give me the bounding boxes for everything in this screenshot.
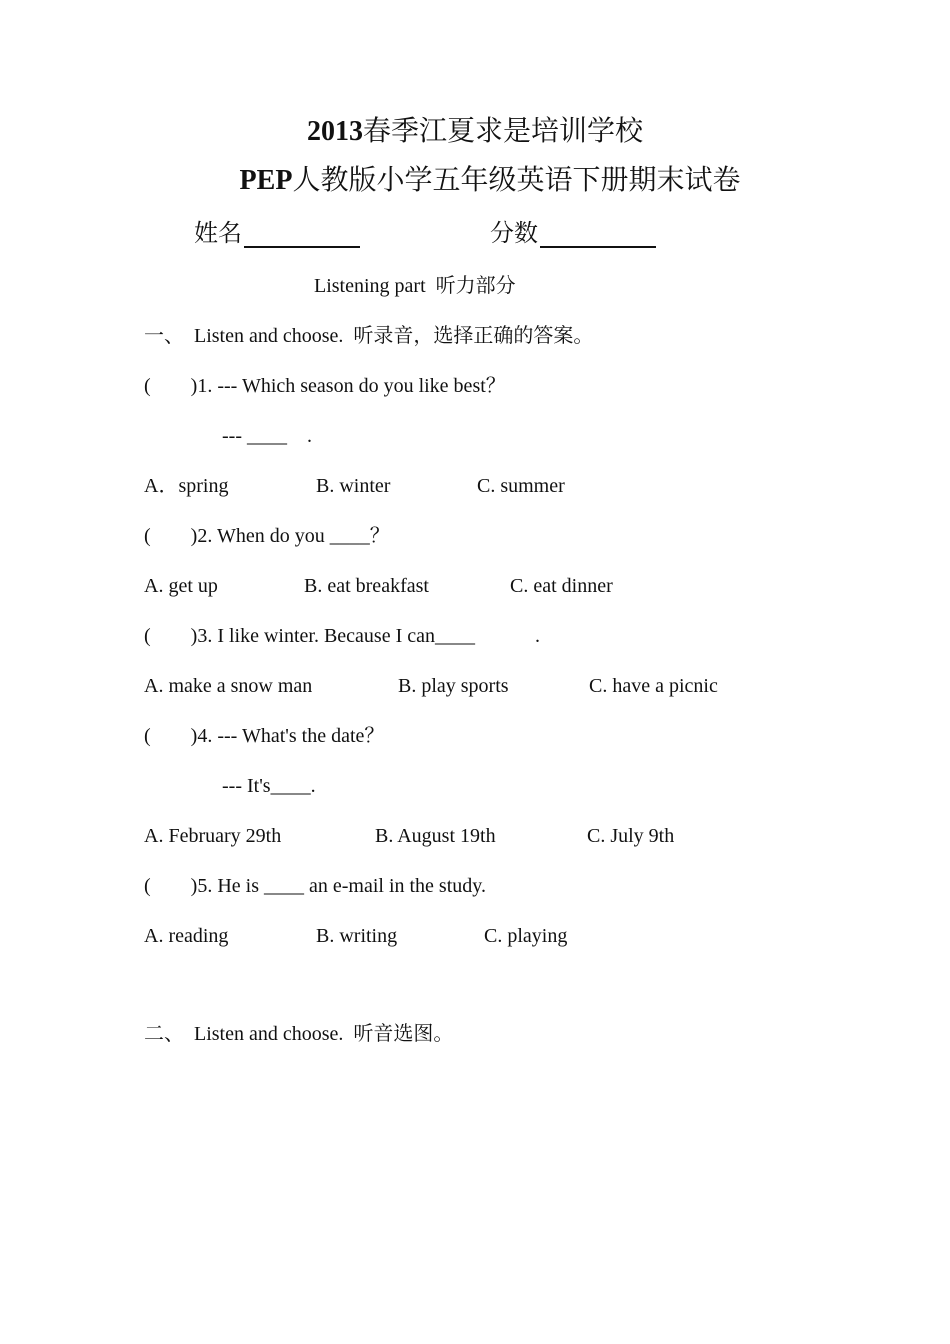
- q2-option-c: C. eat dinner: [510, 575, 613, 597]
- q3-option-a: A. make a snow man: [144, 675, 313, 697]
- question-4-answer-line: --- It's____.: [222, 775, 316, 797]
- question-5: ( )5. He is ____ an e-mail in the study.: [144, 875, 486, 897]
- part1-heading: 一、 Listen and choose. 听录音，选择正确的答案。: [144, 325, 594, 347]
- question-4: ( )4. --- What's the date？: [144, 725, 385, 747]
- q1-option-b: B. winter: [316, 475, 391, 497]
- question-1: ( )1. --- Which season do you like best？: [144, 375, 506, 397]
- name-field: [194, 218, 360, 248]
- score-field: [490, 218, 656, 248]
- name-label: 姓名: [194, 221, 242, 247]
- exam-title-line2: [0, 165, 950, 197]
- q4-option-b: B. August 19th: [375, 825, 496, 847]
- name-blank[interactable]: [244, 218, 360, 248]
- part2-heading: 二、 Listen and choose. 听音选图。: [144, 1023, 454, 1045]
- q3-option-b: B. play sports: [398, 675, 509, 697]
- q4-option-a: A. February 29th: [144, 825, 282, 847]
- q2-option-b: B. eat breakfast: [304, 575, 429, 597]
- q3-option-c: C. have a picnic: [589, 675, 718, 697]
- score-label: 分数: [490, 221, 538, 247]
- exam-title-line1: [0, 116, 950, 148]
- q2-option-a: A. get up: [144, 575, 218, 597]
- title-year: 2013: [306, 116, 363, 147]
- question-2: ( )2. When do you ____？: [144, 525, 390, 547]
- q1-option-a: A．spring: [144, 475, 229, 497]
- question-1-answer-line: --- ____ .: [222, 425, 312, 447]
- q5-option-b: B. writing: [316, 925, 398, 947]
- q5-option-c: C. playing: [484, 925, 568, 947]
- question-3: ( )3. I like winter. Because I can____ .: [144, 625, 541, 647]
- title-prefix: PEP: [239, 165, 293, 196]
- title-rest: 人教版小学五年级英语下册期末试卷: [292, 165, 741, 196]
- section-title: Listening part 听力部分: [314, 275, 516, 297]
- q1-option-c: C. summer: [477, 475, 565, 497]
- q4-option-c: C. July 9th: [587, 825, 675, 847]
- q5-option-a: A. reading: [144, 925, 229, 947]
- score-blank[interactable]: [540, 218, 656, 248]
- title-school: 春季江夏求是培训学校: [362, 116, 643, 147]
